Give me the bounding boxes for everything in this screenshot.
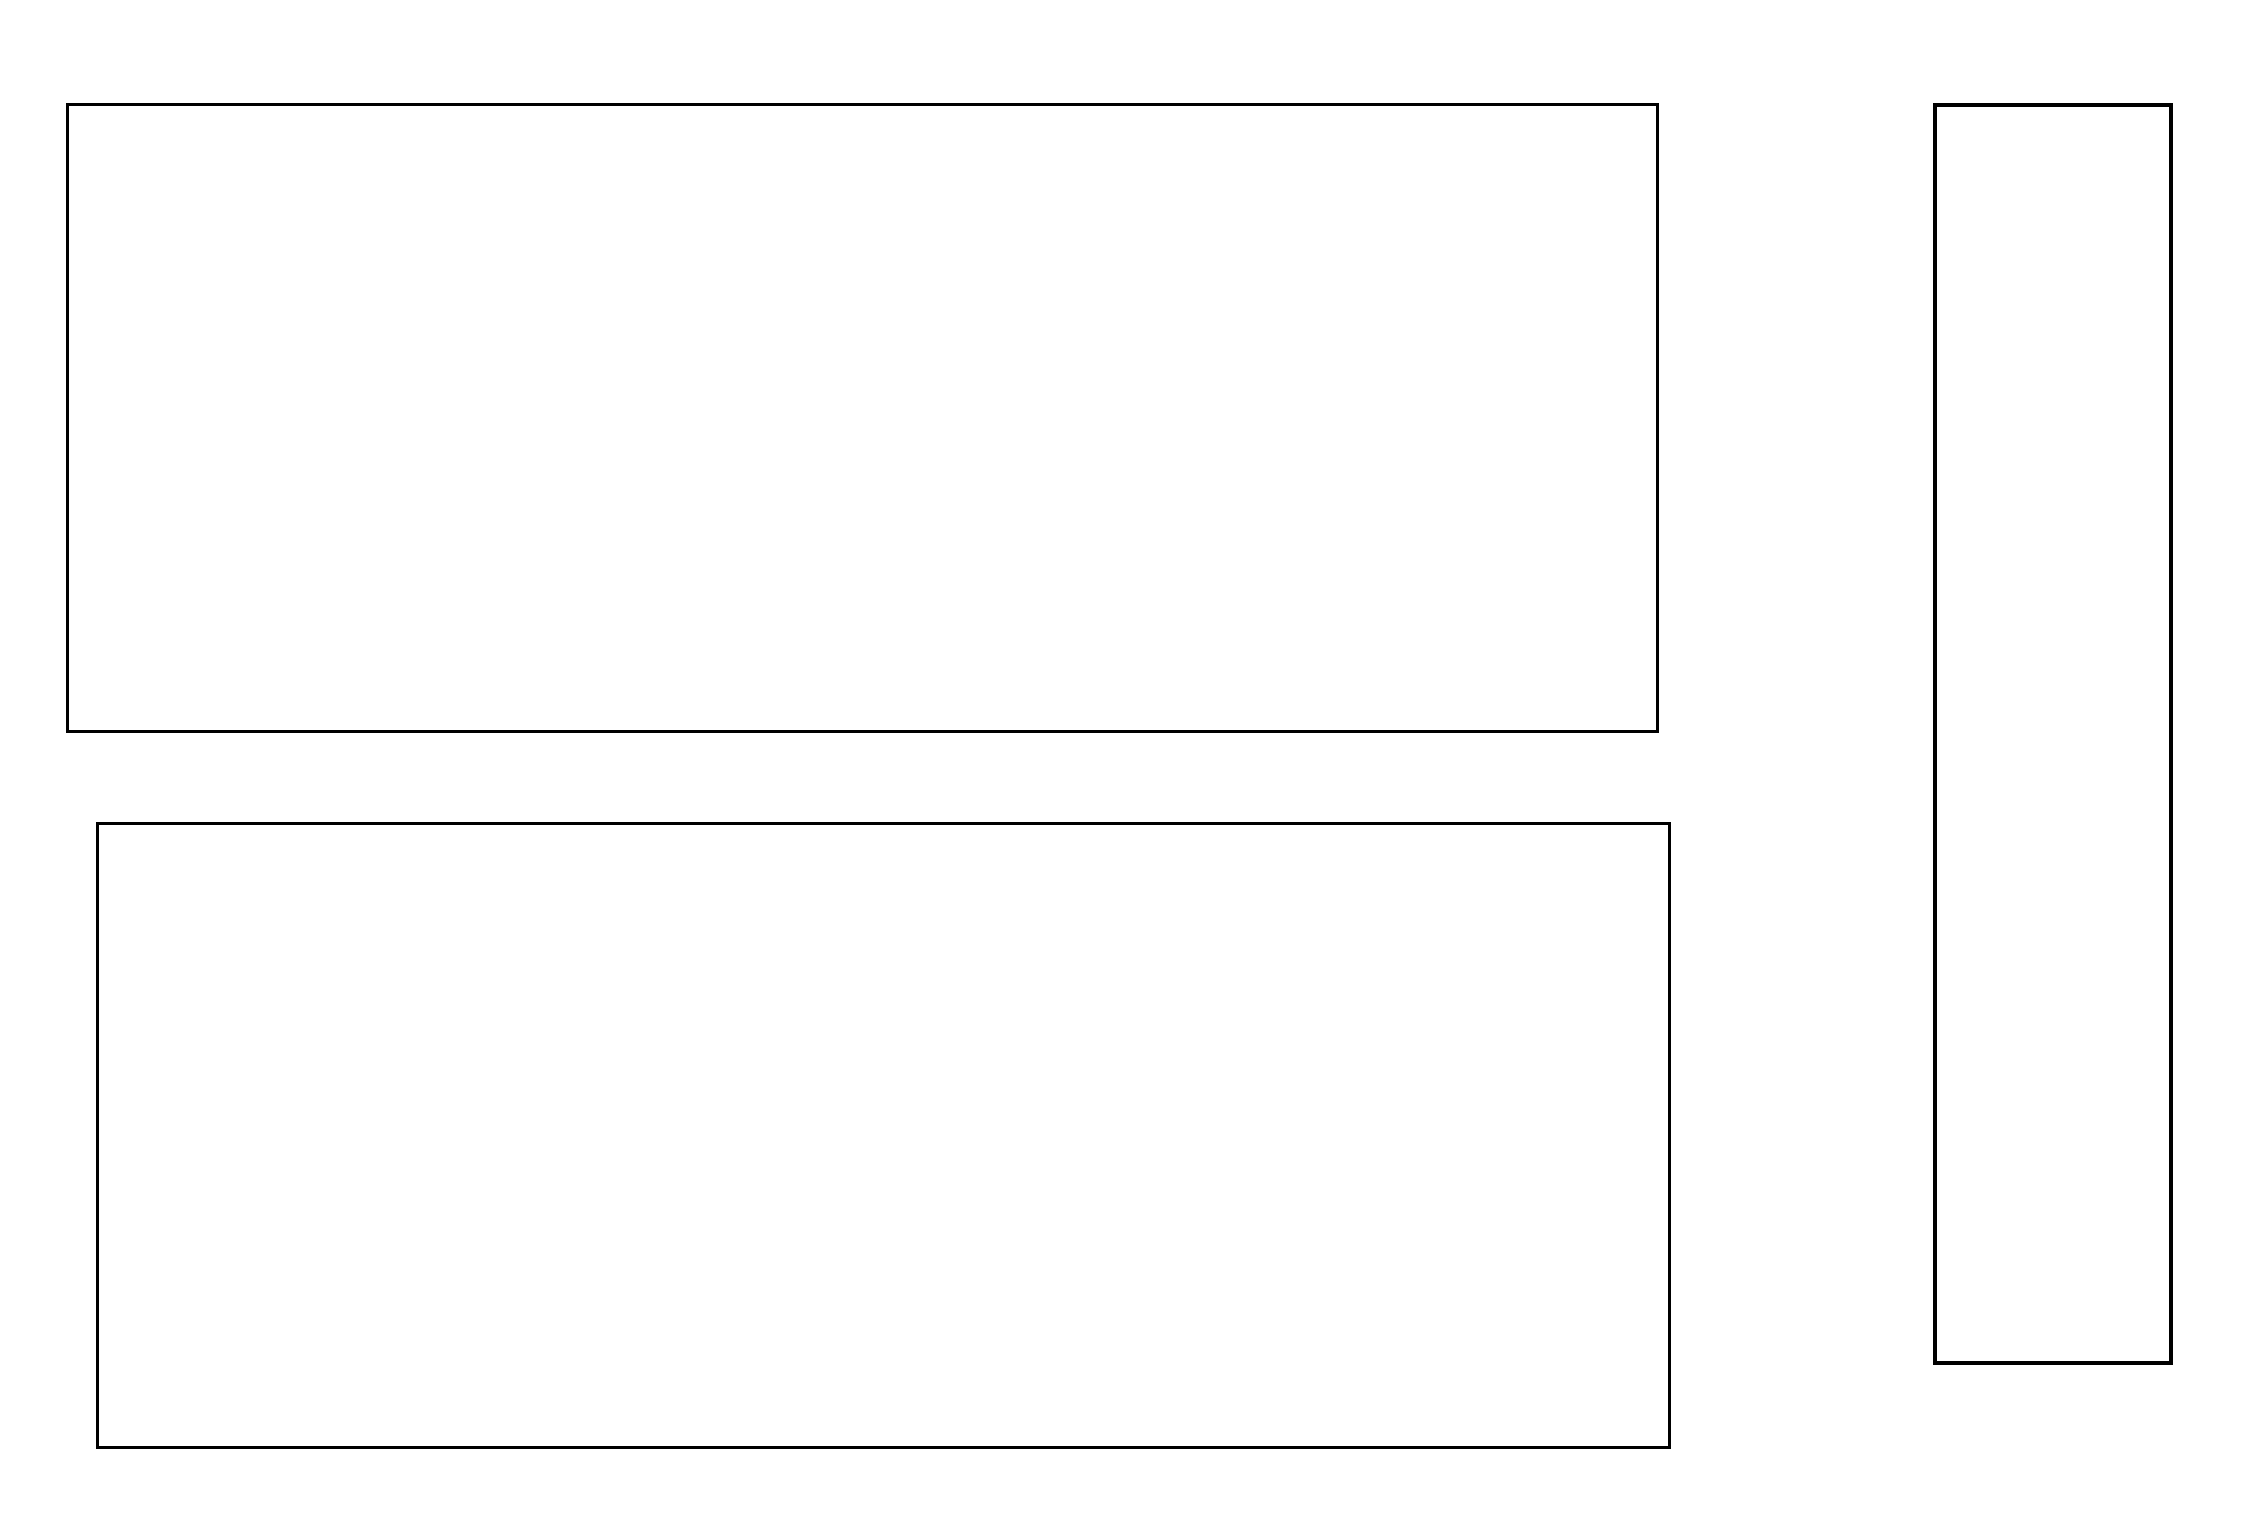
- temple-header-box: [1933, 103, 2173, 1365]
- top-grid: [66, 103, 1659, 733]
- bottom-grid: [96, 822, 1671, 1449]
